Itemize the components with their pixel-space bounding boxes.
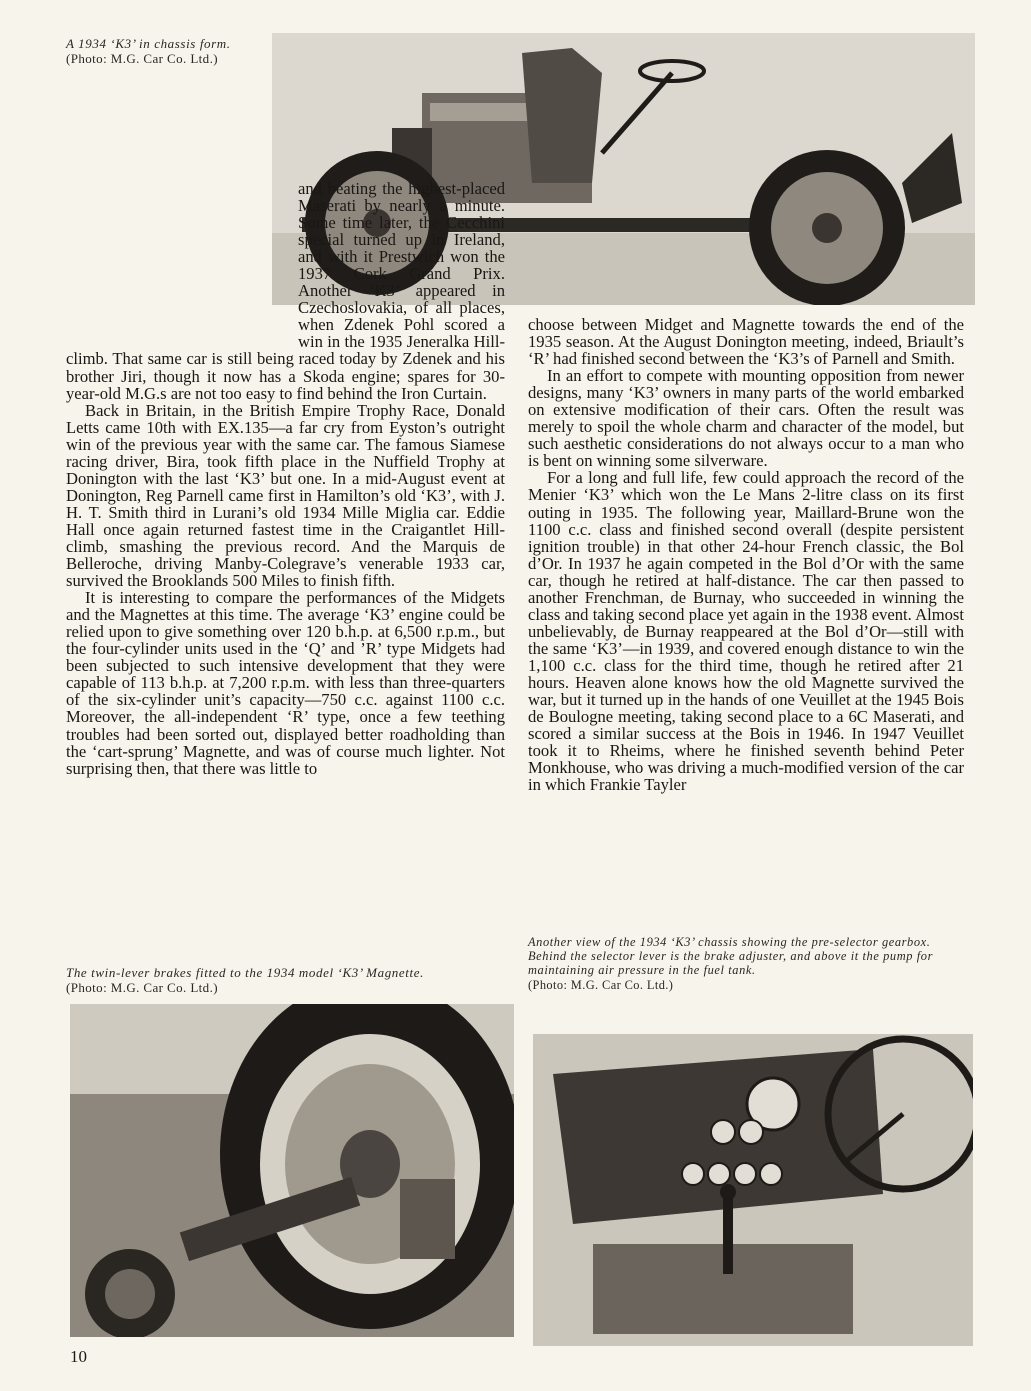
top-caption-credit: (Photo: M.G. Car Co. Ltd.): [66, 51, 218, 66]
brakes-caption-credit: (Photo: M.G. Car Co. Ltd.): [66, 980, 218, 995]
left-text-column: [66, 180, 505, 777]
gearbox-photo-caption: [528, 935, 968, 992]
gearbox-caption-credit: (Photo: M.G. Car Co. Ltd.): [528, 977, 674, 992]
brakes-illustration: [70, 1004, 514, 1337]
left-paragraph-3: It is interesting to compare the performances of the Midgets and the Magnettes at this time. The average ‘K3’ engine could be relied upon to give something over 120 b.h.p. at 6,500 r.p.m., but the four-cylinder units used in the ‘Q’ and ’R’ type Midgets had been subjected to such intensive development that they were capable of 113 b.h.p. at 7,200 r.p.m. with less than three-quarters of the six-cylinder unit’s capacity—750 c.c. against 1100 c.c. Moreover, the all-independent ‘R’ type, once a few teething troubles had been sorted out, displayed better roadholding than the ‘cart-sprung’ Magnette, and was of course much lighter. Not surprising then, that there was little to: [66, 588, 505, 778]
top-photo-caption: [66, 36, 296, 66]
right-paragraph-2: In an effort to compete with mounting opposition from newer designs, many ‘K3’ owners in many parts of the world embarked on extensive modification of their cars. Often the result was merely to spoil the whole charm and character of the model, but such aesthetic considerations do not always occur to a man who is bent on winning some silverware.: [528, 366, 964, 471]
brakes-caption-title: The twin-lever brakes fitted to the 1934 model ‘K3’ Magnette.: [66, 965, 424, 980]
gearbox-caption-title: Another view of the 1934 ‘K3’ chassis showing the pre-selector gearbox. Behind the selector lever is the brake adjuster, and above it the pump for maintaining air pressure in the fuel tank.: [528, 935, 934, 978]
brakes-photo-caption: [66, 965, 512, 995]
gearbox-illustration: [533, 1034, 973, 1346]
page-number: 10: [70, 1347, 87, 1366]
left-paragraph-2: Back in Britain, in the British Empire Trophy Race, Donald Letts came 10th with EX.135—a far cry from Eyston’s outright win of the previous year with the same car. The famous Siamese racing driver, Bira, took fifth place in the Nuffield Trophy at Donington with the last ‘K3’ but one. In a mid-August event at Donington, Reg Parnell came first in Hamilton’s old ‘K3’, with J. H. T. Smith third in Lurani’s old 1934 Mille Miglia car. Eddie Hall once again returned fastest time in the Craigantlet Hill-climb, smashing the previous record. And the Marquis de Belleroche, driving Manby-Colegrave’s venerable 1933 car, survived the Brooklands 500 Miles to finish fifth.: [66, 400, 505, 591]
left-paragraph-1: and beating the highest-placed Maserati by nearly a minute. Some time later, the Cecchini special turned up in Ireland, and with it Prestwich won the 1937 Cork Grand Prix. Another ‘K3’ appeared in Czechoslovakia, of all places, when Zdenek Pohl scored a win in the 1935 Jeneralka Hill-climb. That same car is still being raced today by Zdenek and his brother Jiri, though it now has a Skoda engine; spares for 30-year-old M.G.s are not too easy to find behind the Iron Curtain.: [66, 179, 505, 403]
right-paragraph-3: For a long and full life, few could approach the record of the Menier ‘K3’ which won the Le Mans 2-litre class on its first outing in 1935. The following year, Maillard-Brune won the 1100 c.c. class and finished second overall (despite persistent ignition trouble) in that other 24-hour French classic, the Bol d’Or. In 1937 he again competed in the Bol d’Or with the same car, though he retired at half-distance. The car then passed to another Frenchman, de Burnay, who succeeded in winning the class and taking second place yet again in the 1938 event. Almost unbelievably, de Burnay reappeared at the Bol d’Or—still with the same ‘K3’—in 1939, and covered enough distance to win the 1,100 c.c. class for the third time, though he retired after 21 hours. Heaven alone knows how the old Magnette survived the war, but it turned up in the hands of one Veuillet at the 1945 Bois de Boulogne meeting, taking second place to a 6C Maserati, and scored a similar success at the Bois in 1946. In 1947 Veuillet took it to Rheims, where he finished seventh behind Peter Monkhouse, who was driving a much-modified version of the car in which Frankie Tayler: [528, 468, 964, 795]
right-paragraph-1: choose between Midget and Magnette towards the end of the 1935 season. At the August Donington meeting, indeed, Briault’s ‘R’ had finished second between the ‘K3’s of Parnell and Smith.: [528, 315, 964, 369]
brakes-photo: [70, 1004, 514, 1337]
top-caption-title: A 1934 ‘K3’ in chassis form.: [66, 36, 231, 51]
right-text-column: [528, 316, 964, 793]
gearbox-photo: [533, 1034, 973, 1346]
